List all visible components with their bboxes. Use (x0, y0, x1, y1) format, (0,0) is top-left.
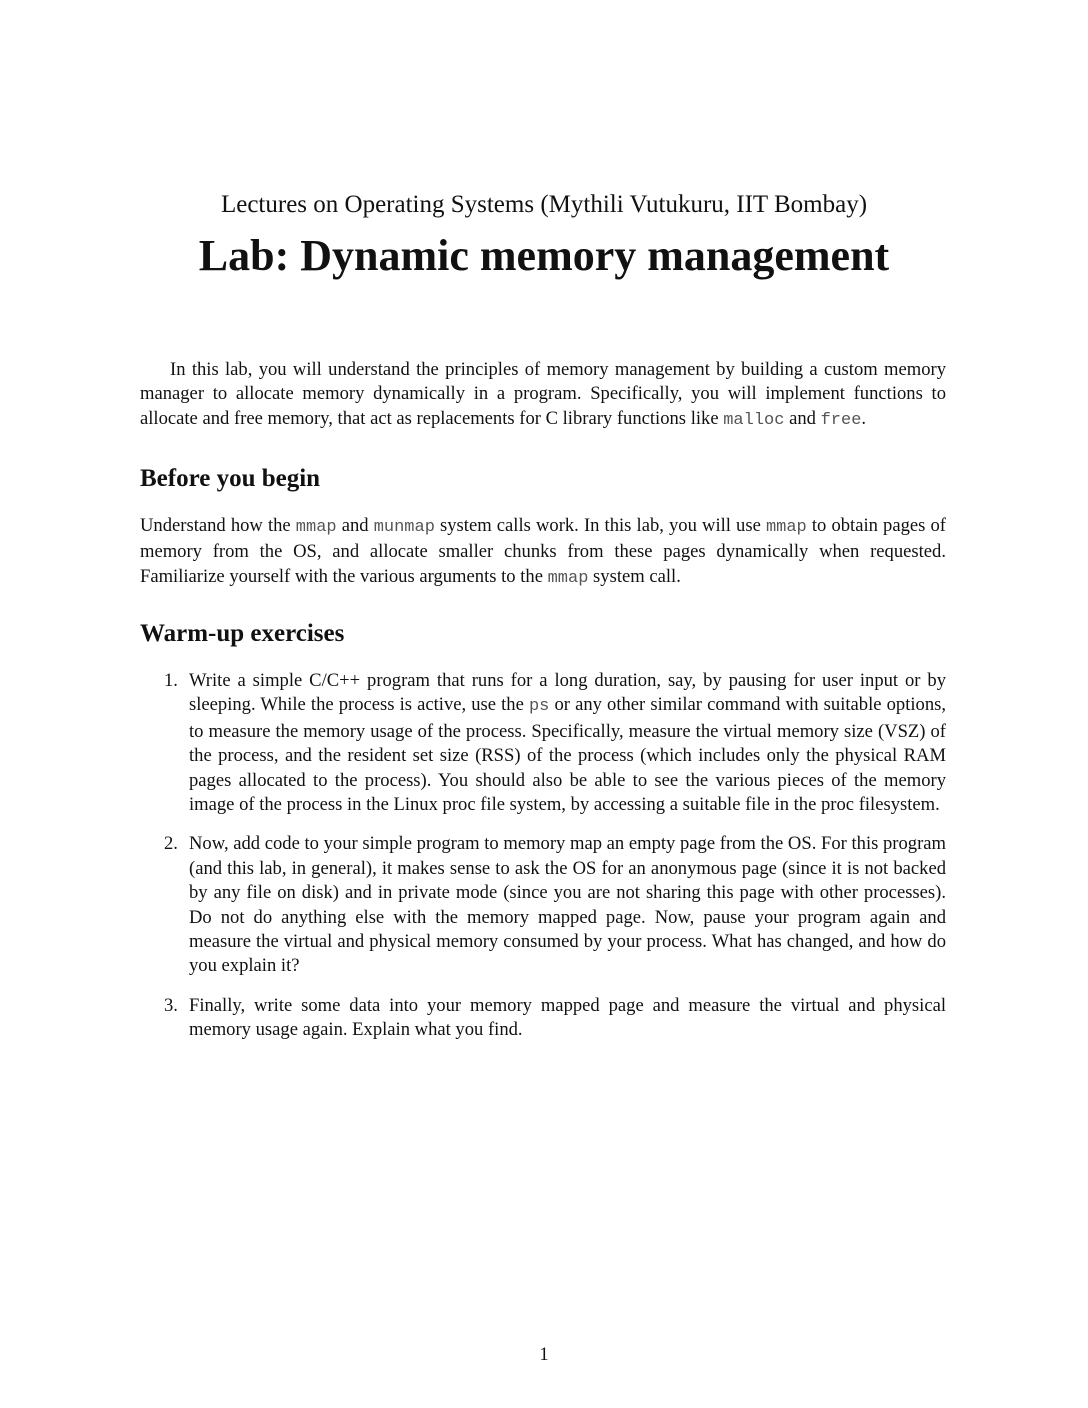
list-item-text: or any other similar command with suitable options, to measure the memory usage of the process. Specifically, measure the virtual memory size (VSZ) of the process, and the resident set size (RSS) of the process (which includes only the physical RAM pages allocated to the process). You should also be able to see the various pieces of the memory image of the process in the Linux proc file system, by accessing a suitable file in the proc filesystem. (189, 694, 946, 816)
page-title: Lab: Dynamic memory management (198, 231, 890, 280)
code-malloc: malloc (723, 410, 785, 430)
before-text-1: Understand how the (140, 515, 296, 536)
before-text-4: to obtain pages of memory from the OS, and allocate smaller chunks from these pages dynamically when requested. Familiarize yourself with the various arguments to the (140, 515, 946, 587)
list-item-number: 1. (164, 670, 178, 691)
intro-text-1: In this lab, you will understand the principles of memory management by building a custom memory manager to allocate memory dynamically in a program. Specifically, you will implement functions to allocate and free memory, that act as replacements for C library functions like (140, 359, 946, 429)
code-mmap: mmap (295, 518, 337, 537)
code-mmap: mmap (765, 518, 807, 537)
list-item-number: 3. (164, 994, 178, 1016)
before-paragraph (140, 514, 946, 591)
section-heading-warm-up: Warm-up exercises (140, 620, 345, 647)
intro-text-2: and (784, 407, 821, 429)
code-munmap: munmap (373, 518, 435, 537)
list-item-text: Write a simple C/C++ program that runs for a long duration, say, by pausing for user input or by sleeping. While the process is active, use the (189, 670, 946, 716)
intro-paragraph (140, 358, 946, 433)
section-heading-before-you-begin: Before you begin (140, 465, 321, 492)
list-item (140, 994, 946, 1043)
before-text-3: system calls work. In this lab, you will use (434, 515, 766, 536)
code-free: free (820, 410, 862, 430)
list-item-text: Now, add code to your simple program to memory map an empty page from the OS. For this program (and this lab, in general), it makes sense to ask the OS for an anonymous page (since it is not backed by any file on disk) and in private mode (since you are not sharing this page with other processes). Do not do anything else with the memory mapped page. Now, pause your program again and measure the virtual and physical memory consumed by your process. What has changed, and how do you explain it? (189, 833, 946, 977)
before-text-2: and (336, 515, 374, 536)
course-subtitle: Lectures on Operating Systems (Mythili Vutukuru, IIT Bombay) (220, 191, 868, 218)
before-text-5: system call. (588, 565, 681, 587)
code-mmap: mmap (547, 568, 589, 588)
list-item-text: Finally, write some data into your memory mapped page and measure the virtual and physical memory usage again. Explain what you find. (189, 994, 946, 1041)
code-ps: ps (528, 697, 550, 717)
list-item-number: 2. (164, 833, 178, 855)
list-item (140, 669, 946, 817)
exercise-list (140, 669, 946, 1058)
intro-text-3: . (861, 407, 867, 429)
page-number: 1 (539, 1344, 549, 1365)
list-item (140, 832, 946, 978)
